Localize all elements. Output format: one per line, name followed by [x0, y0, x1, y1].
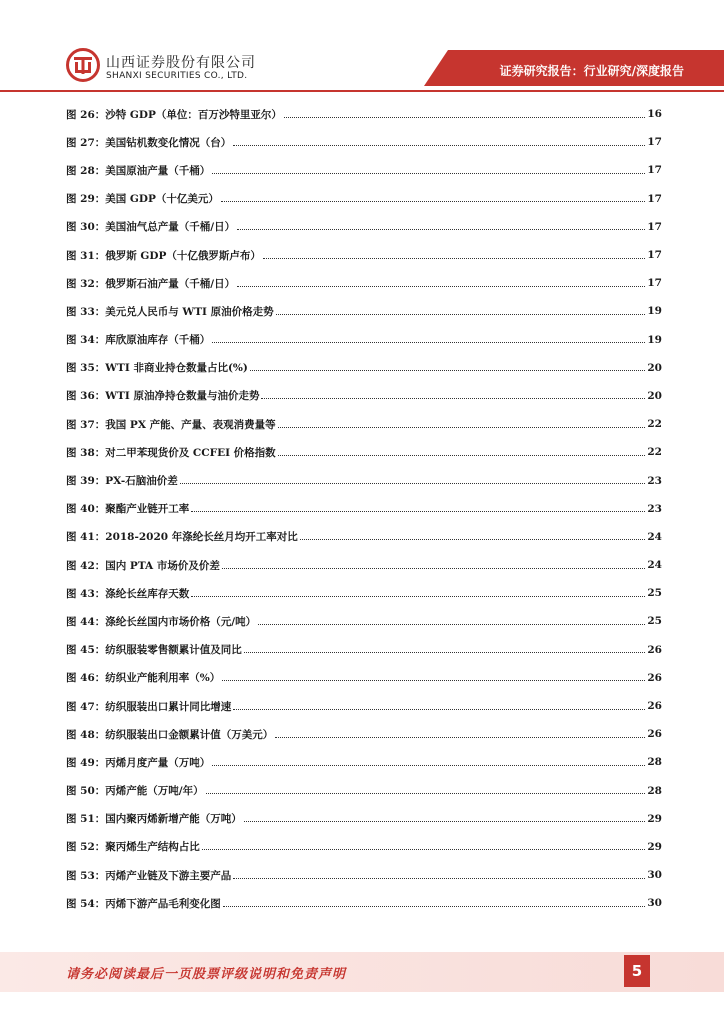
toc-entry-label: 图 48：纺织服装出口金额累计值（万美元） — [66, 728, 274, 741]
toc-entry-label: 图 40：聚酯产业链开工率 — [66, 503, 190, 516]
toc-entry[interactable] — [66, 636, 662, 664]
toc-entry[interactable] — [66, 213, 662, 241]
toc-entry-page: 23 — [647, 502, 662, 515]
toc-entry-label: 图 34：库欣原油库存（千桶） — [66, 334, 211, 347]
toc-dot-leader — [276, 314, 646, 315]
toc-dot-leader — [278, 455, 646, 456]
toc-entry[interactable] — [66, 128, 662, 156]
toc-entry-label: 图 42：国内 PTA 市场价及价差 — [66, 559, 220, 572]
toc-entry[interactable] — [66, 241, 662, 269]
toc-entry-page: 17 — [647, 164, 662, 177]
toc-entry-label: 图 53：丙烯产业链及下游主要产品 — [66, 869, 232, 882]
toc-dot-leader — [202, 849, 646, 850]
toc-entry-page: 26 — [647, 643, 662, 656]
toc-dot-leader — [221, 201, 645, 202]
toc-dot-leader — [237, 229, 645, 230]
toc-dot-leader — [233, 145, 645, 146]
toc-entry-page: 25 — [647, 587, 662, 600]
toc-dot-leader — [212, 765, 645, 766]
toc-dot-leader — [191, 596, 645, 597]
company-name-cn: 山西证券股份有限公司 — [106, 55, 256, 71]
toc-entry-page: 19 — [647, 333, 662, 346]
toc-dot-leader — [250, 370, 646, 371]
toc-entry-label: 图 28：美国原油产量（千桶） — [66, 164, 211, 177]
toc-entry-page: 16 — [647, 108, 662, 121]
toc-entry-label: 图 32：俄罗斯石油产量（千桶/日） — [66, 277, 236, 290]
toc-entry-page: 17 — [647, 220, 662, 233]
toc-entry[interactable] — [66, 551, 662, 579]
toc-entry-page: 20 — [647, 389, 662, 402]
toc-dot-leader — [233, 709, 645, 710]
toc-entry[interactable] — [66, 495, 662, 523]
toc-entry-page: 30 — [647, 897, 662, 910]
toc-dot-leader — [244, 821, 646, 822]
toc-entry-page: 22 — [647, 446, 662, 459]
toc-entry-label: 图 26：沙特 GDP（单位：百万沙特里亚尔） — [66, 108, 282, 121]
toc-entry-label: 图 46：纺织业产能利用率（%） — [66, 672, 221, 685]
toc-entry[interactable] — [66, 326, 662, 354]
toc-entry-label: 图 29：美国 GDP（十亿美元） — [66, 193, 219, 206]
toc-entry[interactable] — [66, 297, 662, 325]
toc-entry-label: 图 43：涤纶长丝库存天数 — [66, 587, 190, 600]
toc-entry[interactable] — [66, 269, 662, 297]
toc-dot-leader — [244, 652, 646, 653]
toc-entry[interactable] — [66, 664, 662, 692]
toc-entry[interactable] — [66, 861, 662, 889]
toc-entry-page: 23 — [647, 474, 662, 487]
toc-entry-page: 25 — [647, 615, 662, 628]
toc-entry-page: 17 — [647, 136, 662, 149]
toc-entry-page: 28 — [647, 756, 662, 769]
toc-entry[interactable] — [66, 692, 662, 720]
toc-entry-label: 图 36：WTI 原油净持仓数量与油价走势 — [66, 390, 260, 403]
toc-entry-page: 17 — [647, 192, 662, 205]
toc-entry-label: 图 45：纺织服装零售额累计值及同比 — [66, 644, 242, 657]
toc-entry-label: 图 27：美国钻机数变化情况（台） — [66, 136, 232, 149]
toc-entry[interactable] — [66, 185, 662, 213]
toc-dot-leader — [180, 483, 646, 484]
toc-entry-label: 图 31：俄罗斯 GDP（十亿俄罗斯卢布） — [66, 249, 261, 262]
toc-entry-label: 图 37：我国 PX 产能、产量、表观消费量等 — [66, 418, 276, 431]
toc-entry[interactable] — [66, 410, 662, 438]
toc-entry-page: 22 — [647, 418, 662, 431]
toc-entry-page: 26 — [647, 671, 662, 684]
toc-entry[interactable] — [66, 805, 662, 833]
toc-dot-leader — [222, 568, 646, 569]
toc-entry-page: 29 — [647, 812, 662, 825]
toc-entry-label: 图 35：WTI 非商业持仓数量占比(%) — [66, 362, 248, 375]
toc-entry[interactable] — [66, 466, 662, 494]
toc-entry-label: 图 30：美国油气总产量（千桶/日） — [66, 221, 236, 234]
toc-entry[interactable] — [66, 382, 662, 410]
toc-dot-leader — [212, 342, 645, 343]
toc-entry-page: 17 — [647, 249, 662, 262]
toc-dot-leader — [212, 173, 645, 174]
toc-dot-leader — [263, 258, 645, 259]
toc-dot-leader — [284, 117, 645, 118]
figure-index-list — [66, 100, 662, 917]
toc-entry-label: 图 54：丙烯下游产品毛利变化图 — [66, 897, 221, 910]
toc-entry[interactable] — [66, 777, 662, 805]
toc-entry-label: 图 41：2018-2020 年涤纶长丝月均开工率对比 — [66, 531, 298, 544]
toc-entry-label: 图 39：PX-石脑油价差 — [66, 475, 178, 488]
toc-dot-leader — [223, 906, 646, 907]
toc-entry-label: 图 33：美元兑人民币与 WTI 原油价格走势 — [66, 305, 274, 318]
toc-entry-page: 17 — [647, 277, 662, 290]
toc-entry-page: 19 — [647, 305, 662, 318]
toc-entry-label: 图 38：对二甲苯现货价及 CCFEI 价格指数 — [66, 446, 276, 459]
toc-entry-label: 图 50：丙烯产能（万吨/年） — [66, 785, 204, 798]
page-header — [0, 0, 724, 98]
toc-entry[interactable] — [66, 579, 662, 607]
toc-dot-leader — [237, 286, 645, 287]
toc-entry-label: 图 47：纺织服装出口累计同比增速 — [66, 700, 232, 713]
toc-dot-leader — [275, 737, 645, 738]
toc-entry[interactable] — [66, 748, 662, 776]
toc-entry[interactable] — [66, 100, 662, 128]
toc-entry[interactable] — [66, 889, 662, 917]
toc-dot-leader — [222, 680, 645, 681]
toc-entry-page: 30 — [647, 869, 662, 882]
toc-dot-leader — [191, 511, 645, 512]
toc-entry-page: 24 — [647, 559, 662, 572]
toc-entry[interactable] — [66, 833, 662, 861]
company-name-en: SHANXI SECURITIES CO., LTD. — [106, 71, 248, 81]
disclaimer-notice: 请务必阅读最后一页股票评级说明和免责声明 — [66, 967, 347, 982]
toc-entry[interactable] — [66, 607, 662, 635]
toc-dot-leader — [300, 539, 646, 540]
toc-entry-page: 26 — [647, 700, 662, 713]
toc-dot-leader — [258, 624, 645, 625]
toc-entry-label: 图 44：涤纶长丝国内市场价格（元/吨） — [66, 615, 257, 628]
toc-dot-leader — [233, 878, 645, 879]
toc-dot-leader — [206, 793, 646, 794]
report-type-label: 证券研究报告：行业研究/深度报告 — [499, 64, 684, 78]
toc-entry[interactable] — [66, 354, 662, 382]
page-number: 5 — [624, 955, 650, 987]
toc-entry-page: 29 — [647, 840, 662, 853]
toc-entry-page: 28 — [647, 784, 662, 797]
toc-dot-leader — [278, 427, 646, 428]
toc-entry[interactable] — [66, 438, 662, 466]
toc-entry[interactable] — [66, 720, 662, 748]
shanxi-securities-logo-icon — [66, 48, 100, 82]
toc-entry-page: 20 — [647, 361, 662, 374]
toc-entry-label: 图 52：聚丙烯生产结构占比 — [66, 841, 200, 854]
toc-entry-label: 图 51：国内聚丙烯新增产能（万吨） — [66, 813, 242, 826]
toc-entry-label: 图 49：丙烯月度产量（万吨） — [66, 756, 211, 769]
toc-entry-page: 26 — [647, 728, 662, 741]
toc-entry-page: 24 — [647, 530, 662, 543]
toc-entry[interactable] — [66, 523, 662, 551]
toc-entry[interactable] — [66, 156, 662, 184]
toc-dot-leader — [261, 398, 645, 399]
header-divider — [0, 90, 724, 92]
